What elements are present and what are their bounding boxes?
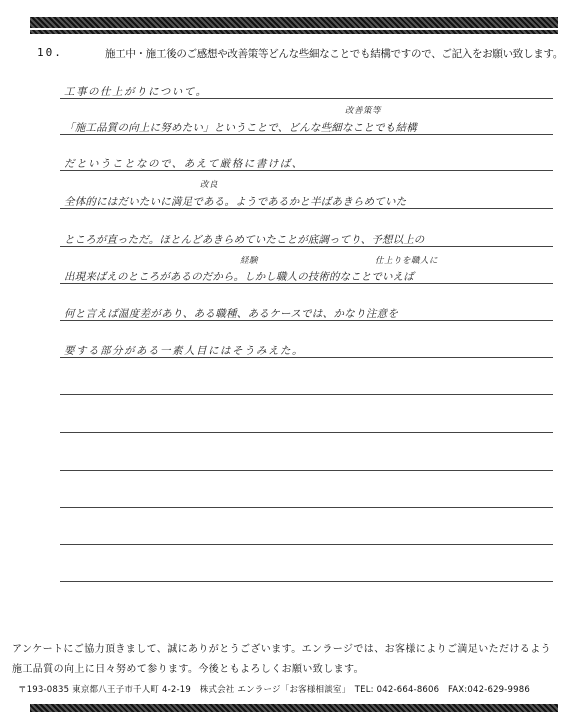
handwritten-annotation: 改善策等 [345,106,382,116]
handwritten-line: だということなので、あえて厳格に書けば、 [64,158,304,170]
handwritten-annotation: 経験 [240,256,259,266]
question-number: 10. [37,46,63,59]
question-text: 施工中・施工後のご感想や改善策等どんな些細なことでも結構ですので、ご記入をお願い致します。 [105,48,563,60]
handwritten-line: 出現来ばえのところがあるのだから。しかし職人の技術的なことでいえば [64,271,414,283]
footer-message: アンケートにご協力頂きまして、誠にありがとうございます。エンラージでは、お客様によりご満足いただけるよう [12,644,551,655]
ruled-line [60,507,553,508]
handwritten-line: 「施工品質の向上に努めたい」ということで、どんな些細なことでも結構 [64,122,417,134]
bottom-decorative-band [30,704,558,712]
handwritten-annotation: 仕上りを職人に [375,256,439,266]
ruled-line [60,394,553,395]
footer-message: 施工品質の向上に日々努めて参ります。今後ともよろしくお願い致します。 [12,664,364,675]
top-decorative-band [30,17,558,28]
company-address: 〒193-0835 東京都八王子市千人町 4-2-19 株式会社 エンラージ「お客様相談室」 TEL: 042-664-8606 FAX:042-629-9986 [18,685,530,695]
ruled-line [60,581,553,582]
top-decorative-band-thin [30,30,558,34]
handwritten-line: 要する部分がある一素人目にはそうみえた。 [64,345,304,357]
handwritten-line: 何と言えば温度差があり、ある職種、あるケースでは、かなり注意を [64,308,399,320]
handwritten-annotation: 改良 [200,180,219,190]
ruled-line [60,432,553,433]
handwritten-line: 全体的にはだいたいに満足である。ようであるかと半ばあきらめていた [64,196,407,208]
ruled-line [60,544,553,545]
handwritten-line: ところが直っただ。ほとんどあきらめていたことが底調ってり、予想以上の [64,234,425,246]
ruled-line [60,470,553,471]
handwritten-line: 工事の仕上がりについて。 [64,86,208,98]
